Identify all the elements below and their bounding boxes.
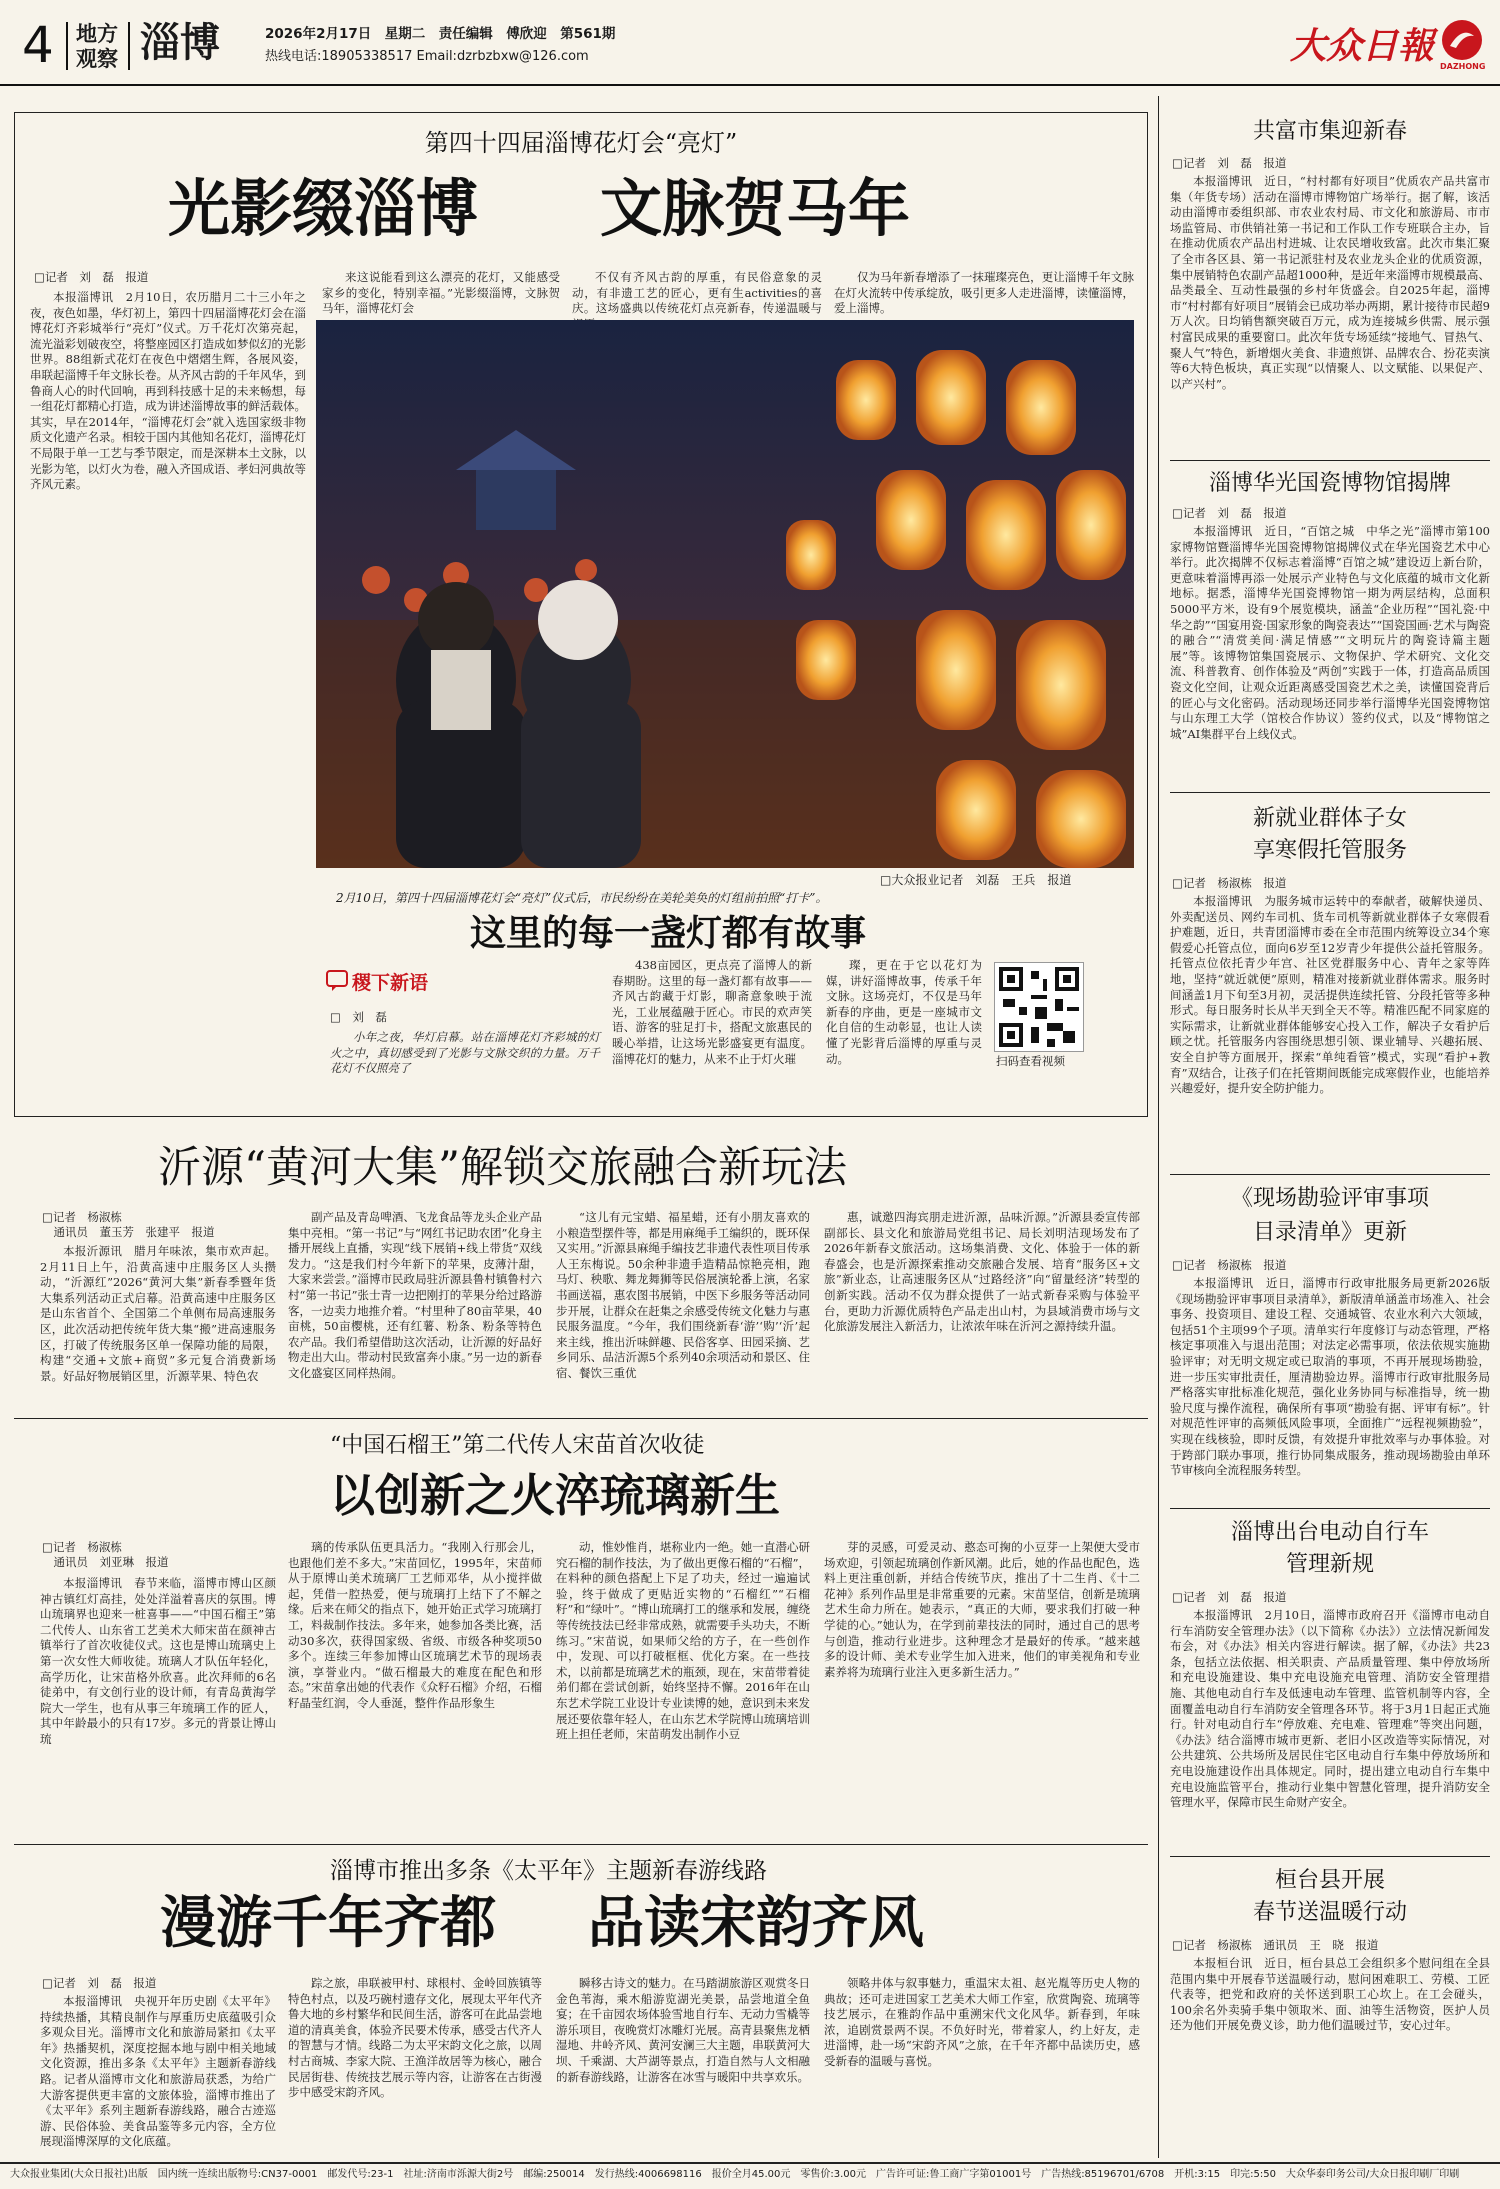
lantern-photo [316,320,1134,868]
right-d-title-2: 目录清单》更新 [1252,1220,1407,1245]
city-title: 淄博 [140,20,220,66]
glass-col-3: 动，惟妙惟肖，堪称业内一绝。她一直潜心研究石榴的制作技法，为了做出更像石榴的“石榴”，在料种的颜色搭配上下足了功夫，经过一遍遍试验，终于做成了更贴近实物的“石榴红”“石榴籽”和“绿叶”。“博山琉璃打工的继承和发展，缠绕等传统技法已经非常成熟，就需要手头功夫，不断练习。”宋苗说，如果师父给的方子，在一些创作中，发现、可以打破框框、优化方案。在一些技术，以前都是琉璃艺术的瓶颈，现在，宋苗带着徒弟们都在尝试创新，始终坚持不懈。2016年在山东艺术学院工业设计专业读博的她，意识到未来发展还要依靠年轻人，在山东艺术学院博山琉璃培训班上担任老师，宋苗萌发出制作小豆 [556,1540,810,1742]
yiyuan-col-1: 本报沂源讯 腊月年味浓，集市欢声起。2月11日上午，沿黄高速中庄服务区人头攒动，“沂源红”2026“黄河大集”新春季暨年货大集系列活动正式启幕。沿黄高速中庄服务区是山东省首个、全国第二个单侧布局高速服务区，此次活动把传统年货大集“搬”进高速服务区，打破了传统服务区单一保障功能的局限，构建“交通+文旅+商贸”多元复合消费新场景。好品好物展销区里，沂源苹果、特色农 [40,1244,276,1383]
glass-byline: □记者 杨淑栋 通讯员 刘亚琳 报道 [42,1540,169,1569]
right-e-byline: □记者 刘 磊 报道 [1172,1590,1287,1604]
tour-col-4: 领略井体与叙事魅力，重温宋太祖、赵光胤等历史人物的典故；还可走进国家工艺美术大师工作室，欣赏陶瓷、琉璃等技艺展示，在雅韵作品中重溯宋代文化风华。新春到，年味浓，追剧赏景两不误。不负好时光，带着家人，约上好友，走进淄博，赴一场“宋韵齐风”之旅，在千年齐都中品读历史，感受新春的温暖与喜悦。 [824,1976,1140,2068]
column-col-b: 438亩园区，更点亮了淄博人的新春期盼。这里的每一盏灯都有故事——齐风古韵藏于灯影，聊斋意象映于流光，工业展蕴融于匠心。市民的欢声笑语、游客的驻足打卡，搭配文旅惠民的暖心举措，让这场光影盛宴更有温度。淄博花灯的魅力，从来不止于灯火璀 [612,958,812,1066]
photo-caption: 2月10日，第四十四届淄博花灯会“亮灯”仪式后，市民纷纷在美轮美奂的灯组前拍照“打卡”。 [336,891,828,905]
section-label-top: 地方 [76,22,118,46]
qr-code-icon [995,963,1083,1051]
story-headline: 这里的每一盏灯都有故事 [470,913,867,954]
page-number: 4 [22,16,54,74]
video-qr-code[interactable] [994,962,1084,1052]
lead-byline: □记者 刘 磊 报道 [34,270,149,284]
paper-logo-en: DAZHONG [1440,62,1486,71]
date-line: 2026年2月17日 星期二 责任编辑 傅欣迎 第561期 [265,26,616,42]
column-byline: □ 刘 磊 [330,1010,387,1024]
qr-label: 扫码查看视频 [996,1054,1065,1068]
right-a-body: 本报淄博讯 近日，“村村都有好项目”优质农产品共富市集（年货专场）活动在淄博市博物馆广场举行。据了解，该活动由淄博市委组织部、市农业农村局、市文化和旅游局、市市场监管局、市供销社第一书记和工作队工作专班联合主办，旨在推动优质农产品出村进城、让农民增收致富。此次市集汇聚了全市各区县、第一书记派驻村及农业龙头企业的优质资源，集中展销特色农副产品超1000种，是近年来淄博市规模最高、品类最全、互动性最强的乡村年货盛会。自2025年起，淄博市“村村都有好项目”展销会已成功举办两期，累计接待市民超9万人次。日均销售额突破百万元，成为连接城乡供需、展示强村富民成果的重要窗口。此次年货专场延续“接地气、冒热气、聚人气”特色，新增烟火美食、非遗煎饼、品牌农合、扮花卖演等6大特色板块，真正实现“以情聚人、以文赋能、以果促产、以产兴村”。 [1170,174,1490,391]
right-d-body: 本报淄博讯 近日，淄博市行政审批服务局更新2026版《现场勘验评审事项目录清单》，新版清单涵盖市场准入、社会事务、投资项目、建设工程、交通城管、农业水利六大领域，包括51个主项99个子项。清单实行年度修订与动态管理，严格核定事项准入与退出范围；对法定必需事项，依法依规实施勘验评审；对无明文规定或已取消的事项，不再开展现场勘验，进一步压实审批责任，厘清勘验边界。淄博市行政审批服务局严格落实审批标准化规范，强化业务协同与标准指导，统一勘验尺度与操作流程，确保所有事项“勘验有据、评审有标”。针对规范性评审的高频低风险事项，全面推广“远程视频勘验”，实现在线核验，即时反馈，有效提升审批效率与办事体验。对于跨部门联办事项，推行协同集成服务，推动现场勘验由单环节审核向全流程服务转型。 [1170,1276,1490,1478]
tour-headline-right: 品读宋韵齐风 [588,1891,924,1956]
masthead [0,0,1500,86]
lead-col-2: 来这说能看到这么漂亮的花灯，又能感受家乡的变化，特别幸福。”光影缀淄博，文脉贺马年，淄博花灯会 [322,270,560,316]
logo-emblem-icon [1440,18,1484,62]
right-e-title-2: 管理新规 [1285,1552,1374,1577]
lead-headline-left: 光影缀淄博 [168,172,479,245]
tour-col-2: 踪之旅，串联被甲村、球根村、金岭回族镇等特色村点，以及巧碗村遗存文化，展现太平年代齐鲁大地的乡村繁华和民间生活，游客可在此品尝地道的清真美食，体验齐民要术传承，感受古代齐人的智慧与才情。线路二为太平宋韵文化之旅，以周村古商城、李家大院、王渔洋故居等为核心，融合民居街巷、传统技艺展示等内容，让游客在古街漫步中感受宋韵齐风。 [288,1976,542,2100]
right-f-body: 本报桓台讯 近日，桓台县总工会组织多个慰问组在全县范围内集中开展春节送温暖行动，慰问困难职工、劳模、工匠代表等，把党和政府的关怀送到职工心坎上。在工会碰头，100余名外卖骑手集中领取米、面、油等生活物资，医护人员还为他们开展免费义诊，助力他们温暖过节，安心过年。 [1170,1956,1490,2033]
lead-col-4: 仅为马年新春增添了一抹璀璨亮色，更让淄博千年文脉在灯火流转中传承绽放，吸引更多人走进淄博，读懂淄博，爱上淄博。 [834,270,1134,316]
section-label-bottom: 观察 [76,47,118,71]
right-b-title: 淄博华光国瓷博物馆揭牌 [1208,471,1451,496]
yiyuan-col-4: 惠，诚邀四海宾朋走进沂源，品味沂源。”沂源县委宣传部副部长、县文化和旅游局党组书记、局长刘明洁现场发布了2026年新春文旅活动。这场集消费、文化、体验于一体的新春盛会，也是沂源探索推动交旅融合发展、培育“服务区+文旅”新业态，让高速服务区从“过路经济”向“留量经济”转型的创新实践。活动不仅为群众提供了一站式新春采购与体验平台，更助力沂源优质特色产品走出山村，为县域消费市场与文化旅游发展注入新活力，让浓浓年味在沂河之源持续升温。 [824,1210,1140,1334]
column-divider [1158,96,1159,2158]
photo-credit: □大众报业记者 刘磊 王兵 报道 [880,873,1072,887]
glass-col-4: 芽的灵感，可爱灵动、憨态可掬的小豆芽一上架便大受市场欢迎，引领起琉璃创作新风潮。此后，她的作品也配色，选料上更注重创新，并结合传统节庆，推出了十二生肖、《十二花神》系列作品里是非常重要的元素。宋苗坚信，创新是琉璃艺术生命力所在。她表示，“真正的大师，要求我们打破一种学徒的心。”她认为，在学到前辈技法的同时，通过自己的思考与创造，推动行业进步。这种理念才是最好的传承。“越来越多的设计师、美术专业学生加入进来，他们的审美视角和专业素养将为琉璃行业注入更多新生活力。” [824,1540,1140,1679]
right-d-byline: □记者 杨淑栋 报道 [1172,1258,1287,1272]
right-e-title-1: 淄博出台电动自行车 [1230,1520,1429,1545]
quote-mark-icon [326,970,348,992]
column-col-a: 小年之夜，华灯启幕。站在淄博花灯齐彩城的灯火之中，真切感受到了光影与文脉交织的力量。万千花灯不仅照亮了 [330,1030,600,1076]
right-c-byline: □记者 杨淑栋 报道 [1172,876,1287,890]
lead-headline-right: 文脉贺马年 [600,172,911,245]
right-a-byline: □记者 刘 磊 报道 [1172,156,1287,170]
tour-col-1: 本报淄博讯 央视开年历史剧《太平年》持续热播，其精良制作与厚重历史底蕴吸引众多观众目光。淄博市文化和旅游局紧扣《太平年》热播契机，深度挖掘本地与剧中相关地域文化资源，推出多条《太平年》主题新春游线路。记者从淄博市文化和旅游局获悉，为给广大游客提供更丰富的文旅体验，淄博市推出了《太平年》系列主题新春游线路，融合古迹巡游、民俗体验、美食品鉴等多元内容，全方位展现淄博深厚的文化底蕴。 [40,1994,276,2149]
lead-col-3: 不仅有齐风古韵的厚重，有民俗意象的灵动，有非遗工艺的匠心，更有生activities的喜庆。这场盛典以传统花灯点亮新春，传递温暖与 [572,270,822,316]
footer-imprint: 大众报业集团(大众日报社)出版 国内统一连续出版物号:CN37-0001 邮发代号:23-1 社址:济南市泺源大街2号 邮编:250014 发行热线:4006698116 报价全月45.00元 零售价:3.00元 广告许可证:鲁工商广字第01001号 广告热线:85196701/6708 开机:3:15 印完:5:50 大众华泰印务公司/大众日报印刷厂印刷 [10,2169,1460,2180]
yiyuan-headline: 沂源“黄河大集”解锁交旅融合新玩法 [158,1143,847,1193]
right-c-title-1: 新就业群体子女 [1252,806,1407,831]
right-f-title-2: 春节送温暖行动 [1252,1900,1407,1925]
divider [14,1418,1148,1419]
hotline: 热线电话:18905338517 Email:dzrbzbxw@126.com [265,49,589,64]
lead-kicker: 第四十四届淄博花灯会“亮灯” [424,129,738,157]
yiyuan-col-2: 副产品及青岛啤酒、飞龙食品等龙头企业产品集中亮相。“第一书记”与“网红书记助农团”化身主播开展线上直播，实现“线下展销+线上带货”双线发力。“这是我们村今年新下的苹果，皮薄汁甜，大家来尝尝。”淄博市民政局驻沂源县鲁村镇鲁村六村“第一书记”张士青一边把刚打的苹果分给过路游客，一边卖力地推介着。“村里种了80亩苹果，40亩桃，50亩樱桃，还有红薯、粉条、粉条等特色农产品。我们希望借助这次活动，让沂源的好品好物走出大山。带动村民致富奔小康。”另一边的新春文化盛宴区同样热闹。 [288,1210,542,1380]
glass-headline: 以创新之火淬琉璃新生 [330,1469,781,1522]
tour-byline: □记者 刘 磊 报道 [42,1976,157,1990]
yiyuan-col-3: “这儿有元宝蜡、福星蜡，还有小朋友喜欢的小粮造型摆件等，都是用麻绳手工编织的，既环保又实用。”沂源县麻绳手编技艺非遗代表性项目传承人王东梅说。50余种非遗手造精品惊艳亮相，跑马灯、秧歌、舞龙舞狮等民俗展演轮番上演，名家书画送福，惠农图书展销，中医下乡服务等活动同步开展，让群众在赶集之余感受传统文化魅力与惠民服务温度。“今年，我们围绕新春‘游’‘购’‘沂’起来主线，推出沂味鲜趣、民俗客享、田园采摘、艺乡同乐、品洁沂源5个系列40余项活动和景区、住宿、餐饮三重优 [556,1210,810,1380]
paper-logo-text: 大众日報 [1290,25,1435,67]
right-d-title-1: 《现场勘验评审事项 [1230,1186,1429,1211]
tour-headline-left: 漫游千年齐都 [160,1891,496,1956]
column-col-c: 璨，更在于它以花灯为媒，讲好淄博故事，传承千年文脉。这场亮灯，不仅是马年新春的序曲，更是一座城市文化自信的生动彰显，也让人读懂了光影背后淄博的厚重与灵动。 [826,958,982,1066]
yiyuan-byline: □记者 杨淑栋 通讯员 董玉芳 张建平 报道 [42,1210,215,1239]
right-c-title-2: 享寒假托管服务 [1252,838,1407,863]
tour-kicker: 淄博市推出多条《太平年》主题新春游线路 [330,1858,767,1884]
column-name: 稷下新语 [352,972,429,994]
paper-logo [1290,16,1490,76]
right-b-byline: □记者 刘 磊 报道 [1172,506,1287,520]
right-b-body: 本报淄博讯 近日，“百馆之城 中华之光”淄博市第100家博物馆暨淄博华光国瓷博物馆揭牌仪式在华光国瓷艺术中心举行。此次揭牌不仅标志着淄博“百馆之城”建设迈上新台阶，更意味着淄博再添一处展示产业特色与文化底蕴的城市文化新地标。据悉，淄博华光国瓷博物馆一期为两层结构，总面积5000平方米，设有9个展览模块，涵盖“企业历程”“国礼瓷·中华之韵”“国宴用瓷·国家形象的陶瓷表达”“国瓷国画·艺术与陶瓷的融合”“清赏美间·满足情感”“文明玩片的陶瓷诗篇主题展”等。该博物馆集国瓷展示、文物保护、学术研究、文化交流、科普教育、创作体验及“两创”实践于一体，打造高品质国瓷文化空间，让观众近距离感受国瓷艺术之美，读懂国瓷背后的匠心与文化密码。活动现场还同步举行淄博华光国瓷博物馆与山东理工大学（馆校合作协议）签约仪式，以及“博物馆之城”AI集群平台上线仪式。 [1170,524,1490,741]
right-f-title-1: 桓台县开展 [1274,1868,1385,1893]
glass-kicker: “中国石榴王”第二代传人宋苗首次收徒 [330,1433,705,1458]
right-e-body: 本报淄博讯 2月10日，淄博市政府召开《淄博市电动自行车消防安全管理办法》（以下简称《办法》）立法情况新闻发布会，对《办法》相关内容进行解读。据了解，《办法》共23条，包括立法依据、相关职责、产品质量管理、集中停放场所和充电设施建设、集中充电设施充电管理、消防安全管理措施、其他电动自行车及低速电动车管理、监管机制等内容，全面覆盖电动自行车消防安全管理各环节。将于3月1日起正式施行。针对电动自行车“停放难、充电难、管理难”等突出问题，《办法》结合淄博市城市更新、老旧小区改造等实际情况，对公共建筑、公共场所及居民住宅区电动自行车集中停放场所和充电设施建设作出具体规定。同时，提出建立电动自行车集中充电设施监管平台，推动行业集中智慧化管理，提升消防安全管理水平，保障市民生命财产安全。 [1170,1608,1490,1810]
glass-col-1: 本报淄博讯 春节来临，淄博市博山区颜神古镇红灯高挂，处处洋溢着喜庆的氛围。博山琉璃界也迎来一桩喜事——“中国石榴王”第二代传人、山东省工艺美术大师宋苗在颜神古镇举行了首次收徒仪式。这也是博山琉璃史上第一次女性大师收徒。琉璃人才队伍年轻化，高学历化，让宋苗格外欣喜。此次拜师的6名徒弟中，有文创行业的设计师，有青岛黄海学院大一学生，也有从事三年琉璃工作的匠人，其中年龄最小的只有17岁。多元的背景让博山琉 [40,1576,276,1746]
lead-col-1: 本报淄博讯 2月10日，农历腊月二十三小年之夜，夜色如墨，华灯初上，第四十四届淄博花灯会在淄博花灯齐彩城举行“亮灯”仪式。万千花灯次第亮起，流光溢彩划破夜空，将整座园区打造成如梦似幻的光影世界。88组新式花灯在夜色中熠熠生辉，各展风姿，串联起淄博千年文脉长卷。从齐风古韵的千年风华，到鲁商人心的时代回响，再到科技感十足的未来畅想，每一组花灯都精心打造，成为讲述淄博故事的鲜活载体。其实，早在2014年，“淄博花灯会”就入选国家级非物质文化遗产名录。相较于国内其他知名花灯，淄博花灯不局限于单一工艺与季节限定，而是深耕本土文脉，以光影为笔，以灯火为卷，融入齐国成语、孝妇河典故等齐风元素。 [30,290,306,492]
right-a-title: 共富市集迎新春 [1252,119,1407,144]
divider [14,1844,1148,1845]
right-f-byline: □记者 杨淑栋 通讯员 王 晓 报道 [1172,1938,1379,1952]
tour-col-3: 瞬移古诗文的魅力。在马踏湖旅游区观赏冬日金色苇海，乘木船游览湖光美景，品尝地道全鱼宴；在千亩园农场体验雪地自行车、无动力雪橇等游乐项目，夜晚赏灯冰雕灯光展。高青县聚焦龙栖湿地、井岭齐风、黄河安澜三大主题，串联黄河大坝、千乘湖、大芦湖等景点，打造自然与人文相融的新春游线路，让游客在冰雪与暖阳中共享欢乐。 [556,1976,810,2084]
lantern-scene-image [316,320,1134,868]
right-c-body: 本报淄博讯 为服务城市运转中的奉献者，破解快递员、外卖配送员、网约车司机、货车司机等新就业群体子女寒假看护难题，近日，共青团淄博市委在全市范围内统筹设立34个寒假爱心托管点位，面向6岁至12岁青少年提供公益托管服务。托管点位依托青少年宫、社区党群服务中心、青年之家等阵地，坚持“就近就便”原则，精准对接新就业群体需求。服务时间涵盖1月下旬至3月初，灵活提供连续托管、分段托管等多种形式。每日服务时长从半天到全天不等。精准匹配不同家庭的实际需求，让新就业群体能够安心投入工作，解决子女看护后顾之忧。托管服务内容围绕思想引领、课业辅导、兴趣拓展、安全自护等方面展开，探索“单纯看管”模式，实现“看护+教育”双结合，让孩子们在托管期间既能完成寒假作业，也能培养兴趣爱好，提升安全防护能力。 [1170,894,1490,1096]
glass-col-2: 璃的传承队伍更具活力。“我刚入行那会儿，也跟他们差不多大。”宋苗回忆，1995年，宋苗师从于原博山美术琉璃厂工艺师邓华，从小搅拌做起，凭借一腔热爱，便与琉璃打上结下了不解之缘。后来在师父的指点下，她开始正式学习琉璃打工，料裁制作技法。多年来，她参加各类比赛，活动30多次，获得国家级、省级、市级各种奖项50多个。连续三年参加博山区琉璃艺术节的现场表演，享誉业内。“做石榴最大的难度在配色和形态。”宋苗拿出她的代表作《众籽石榴》介绍，石榴籽晶莹红润，令人垂涎，整件作品形象生 [288,1540,542,1710]
column-logo [326,966,446,996]
